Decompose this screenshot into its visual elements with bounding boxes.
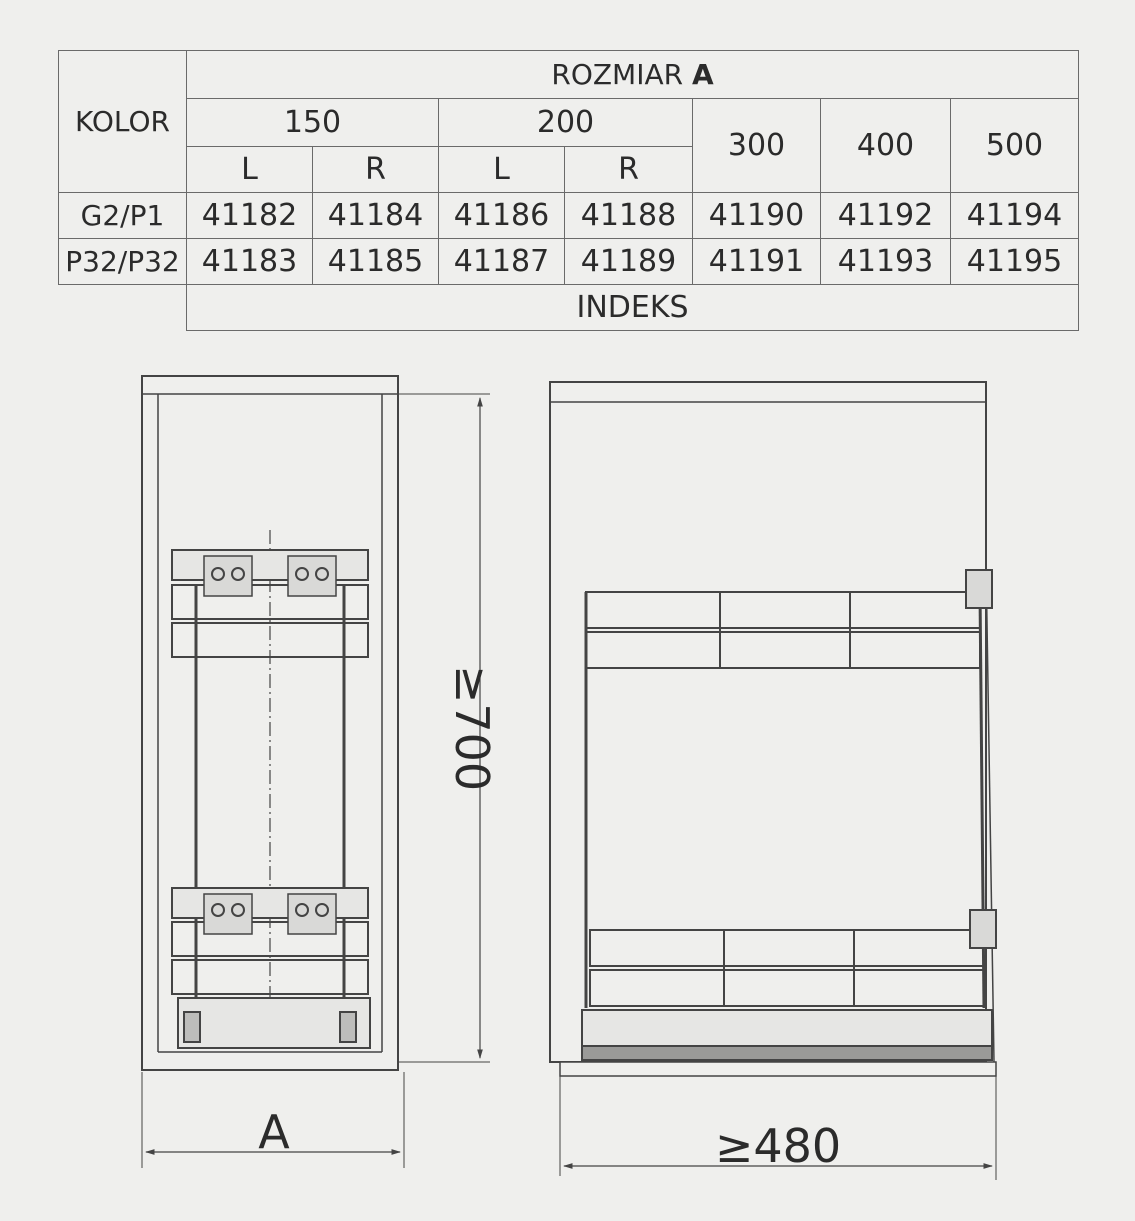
side-right-150: R [313, 147, 439, 193]
wheel-icon [184, 1012, 200, 1042]
lower-side-basket [590, 910, 996, 1006]
width-400-header: 400 [821, 99, 951, 193]
index-code: 41192 [821, 193, 951, 239]
rozmiar-letter: A [691, 57, 714, 91]
bracket-icon [966, 570, 992, 608]
width-200-header: 200 [439, 99, 693, 147]
side-left-200: L [439, 147, 565, 193]
index-code: 41195 [951, 239, 1079, 285]
index-code: 41191 [693, 239, 821, 285]
index-code: 41182 [187, 193, 313, 239]
index-code: 41193 [821, 239, 951, 285]
width-label: A [258, 1105, 290, 1159]
index-code: 41183 [187, 239, 313, 285]
hinge-bracket-icon [288, 556, 336, 596]
index-code: 41188 [565, 193, 693, 239]
cabinet-side-outline [550, 382, 986, 1062]
runner-track [582, 1046, 992, 1060]
side-left-150: L [187, 147, 313, 193]
index-code: 41184 [313, 193, 439, 239]
index-code: 41190 [693, 193, 821, 239]
side-right-200: R [565, 147, 693, 193]
front-view-drawing [142, 376, 490, 1168]
kolor-header: KOLOR [59, 51, 187, 193]
index-code: 41187 [439, 239, 565, 285]
hinge-bracket-icon [204, 556, 252, 596]
wheel-icon [340, 1012, 356, 1042]
index-code: 41189 [565, 239, 693, 285]
hinge-bracket-icon [204, 894, 252, 934]
width-150-header: 150 [187, 99, 439, 147]
depth-label: ≥480 [714, 1119, 842, 1173]
color-name: G2/P1 [59, 193, 187, 239]
side-view-drawing [550, 382, 996, 1180]
index-code: 41194 [951, 193, 1079, 239]
hinge-bracket-icon [288, 894, 336, 934]
index-code: 41186 [439, 193, 565, 239]
height-label: ≥700 [445, 664, 499, 792]
width-500-header: 500 [951, 99, 1079, 193]
base-rail [582, 1010, 992, 1046]
rozmiar-label: ROZMIAR [551, 57, 684, 91]
bracket-icon [970, 910, 996, 948]
upper-side-basket [586, 570, 992, 1008]
color-name: P32/P32 [59, 239, 187, 285]
index-code: 41185 [313, 239, 439, 285]
indeks-footer: INDEKS [187, 285, 1079, 331]
width-300-header: 300 [693, 99, 821, 193]
